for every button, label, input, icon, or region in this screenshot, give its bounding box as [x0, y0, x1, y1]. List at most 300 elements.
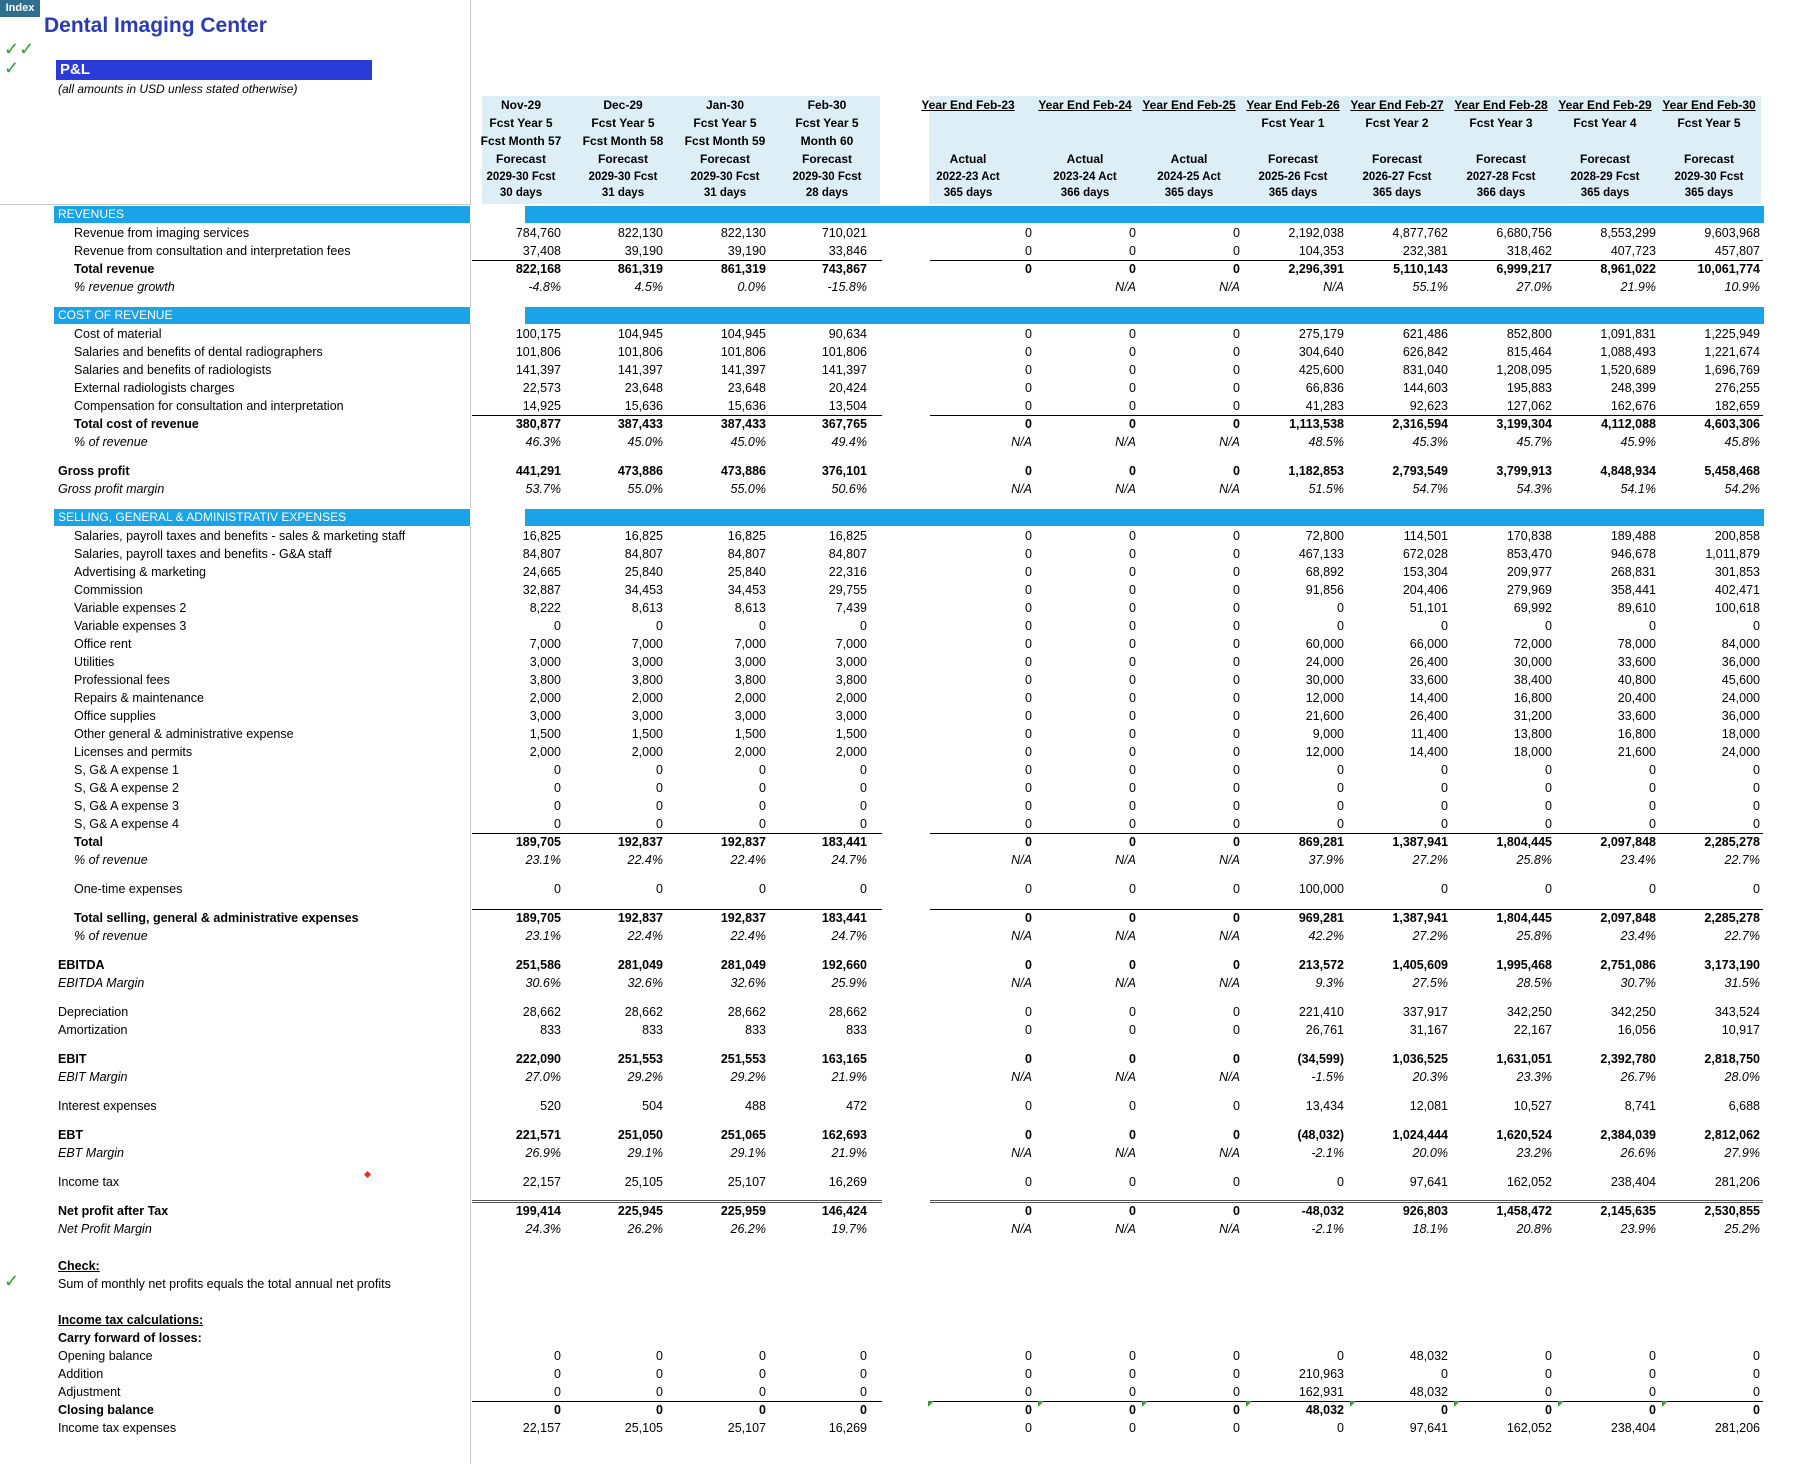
value-cell[interactable]: N/A	[1011, 976, 1032, 990]
value-cell[interactable]: 22.7%	[1724, 929, 1760, 943]
value-cell[interactable]: 1,024,444	[1392, 1128, 1448, 1142]
value-cell[interactable]: 24.7%	[831, 929, 867, 943]
value-cell[interactable]: 162,693	[821, 1128, 867, 1142]
value-cell[interactable]: 1,631,051	[1496, 1052, 1552, 1066]
value-cell[interactable]: 0	[1233, 565, 1240, 579]
value-cell[interactable]: 0	[1025, 1403, 1032, 1417]
value-cell[interactable]: 0	[1233, 345, 1240, 359]
value-cell[interactable]: 318,462	[1506, 244, 1552, 258]
value-cell[interactable]: 30.6%	[525, 976, 561, 990]
value-cell[interactable]: 100,000	[1298, 882, 1344, 896]
value-cell[interactable]: 13,800	[1513, 727, 1552, 741]
value-cell[interactable]: 0	[1441, 1403, 1448, 1417]
value-cell[interactable]: 0	[1233, 727, 1240, 741]
value-cell[interactable]: 2,000	[734, 745, 766, 759]
value-cell[interactable]: 238,404	[1610, 1175, 1656, 1189]
value-cell[interactable]: 0	[1233, 1367, 1240, 1381]
value-cell[interactable]: 472	[846, 1099, 867, 1113]
value-cell[interactable]: 48,032	[1409, 1349, 1448, 1363]
value-cell[interactable]: 0	[1025, 1349, 1032, 1363]
value-cell[interactable]: 1,011,879	[1705, 547, 1760, 561]
value-cell[interactable]: 0	[1025, 1023, 1032, 1037]
value-cell[interactable]: 0	[1129, 1204, 1136, 1218]
value-cell[interactable]: 4.5%	[634, 280, 663, 294]
value-cell[interactable]: 153,304	[1402, 565, 1448, 579]
value-cell[interactable]: N/A	[1011, 1222, 1032, 1236]
value-cell[interactable]: 8,553,299	[1600, 226, 1656, 240]
value-cell[interactable]: 3,000	[734, 709, 766, 723]
value-cell[interactable]: 90,634	[828, 327, 867, 341]
value-cell[interactable]: 30.7%	[1620, 976, 1656, 990]
value-cell[interactable]: 39,190	[624, 244, 663, 258]
value-cell[interactable]: 0	[1025, 226, 1032, 240]
value-cell[interactable]: 20,400	[1617, 691, 1656, 705]
value-cell[interactable]: 0	[554, 1349, 561, 1363]
value-cell[interactable]: N/A	[1011, 1070, 1032, 1084]
value-cell[interactable]: 0	[860, 619, 867, 633]
value-cell[interactable]: 27.0%	[1516, 280, 1552, 294]
value-cell[interactable]: 1,088,493	[1600, 345, 1656, 359]
value-cell[interactable]: 162,052	[1506, 1421, 1552, 1435]
value-cell[interactable]: 55.0%	[627, 482, 663, 496]
value-cell[interactable]: 0	[1025, 1175, 1032, 1189]
value-cell[interactable]: N/A	[1219, 1070, 1240, 1084]
value-cell[interactable]: 0	[1025, 619, 1032, 633]
value-cell[interactable]: 0	[1233, 835, 1240, 849]
value-cell[interactable]: 29.1%	[730, 1146, 766, 1160]
value-cell[interactable]: 29.2%	[627, 1070, 663, 1084]
value-cell[interactable]: 0	[759, 817, 766, 831]
value-cell[interactable]: 225,959	[720, 1204, 766, 1218]
value-cell[interactable]: 342,250	[1506, 1005, 1552, 1019]
value-cell[interactable]: 36,000	[1721, 709, 1760, 723]
value-cell[interactable]: 46.3%	[525, 435, 561, 449]
value-cell[interactable]: -2.1%	[1311, 1222, 1344, 1236]
value-cell[interactable]: 301,853	[1714, 565, 1760, 579]
value-cell[interactable]: 2,285,278	[1704, 835, 1760, 849]
value-cell[interactable]: 27.2%	[1412, 853, 1448, 867]
value-cell[interactable]: 26,761	[1305, 1023, 1344, 1037]
value-cell[interactable]: 0	[759, 763, 766, 777]
value-cell[interactable]: 72,800	[1305, 529, 1344, 543]
value-cell[interactable]: 2,097,848	[1600, 911, 1656, 925]
value-cell[interactable]: 26,400	[1409, 709, 1448, 723]
value-cell[interactable]: 16,825	[727, 529, 766, 543]
value-cell[interactable]: 232,381	[1402, 244, 1448, 258]
value-cell[interactable]: 251,586	[515, 958, 561, 972]
value-cell[interactable]: 22.7%	[1724, 853, 1760, 867]
value-cell[interactable]: 861,319	[617, 262, 663, 276]
value-cell[interactable]: 20,424	[828, 381, 867, 395]
value-cell[interactable]: 32,887	[522, 583, 561, 597]
value-cell[interactable]: 304,640	[1298, 345, 1344, 359]
value-cell[interactable]: 473,886	[617, 464, 663, 478]
value-cell[interactable]: 852,800	[1506, 327, 1552, 341]
value-cell[interactable]: 66,836	[1305, 381, 1344, 395]
value-cell[interactable]: 24,665	[522, 565, 561, 579]
value-cell[interactable]: 27.0%	[525, 1070, 561, 1084]
value-cell[interactable]: 22,316	[828, 565, 867, 579]
value-cell[interactable]: 14,925	[522, 399, 561, 413]
value-cell[interactable]: 100,618	[1714, 601, 1760, 615]
value-cell[interactable]: 3,000	[835, 709, 867, 723]
value-cell[interactable]: 0	[1337, 763, 1344, 777]
value-cell[interactable]: 0	[759, 619, 766, 633]
value-cell[interactable]: 101,806	[617, 345, 663, 359]
value-cell[interactable]: 162,931	[1298, 1385, 1344, 1399]
value-cell[interactable]: 8,613	[631, 601, 663, 615]
value-cell[interactable]: 183,441	[821, 835, 867, 849]
value-cell[interactable]: 0	[1129, 799, 1136, 813]
value-cell[interactable]: 162,676	[1610, 399, 1656, 413]
value-cell[interactable]: N/A	[1115, 482, 1136, 496]
value-cell[interactable]: 189,705	[515, 911, 561, 925]
value-cell[interactable]: 13,504	[828, 399, 867, 413]
value-cell[interactable]: 7,000	[734, 637, 766, 651]
value-cell[interactable]: 0	[656, 1403, 663, 1417]
value-cell[interactable]: 0	[1129, 529, 1136, 543]
value-cell[interactable]: 0	[1129, 1099, 1136, 1113]
value-cell[interactable]: 926,803	[1402, 1204, 1448, 1218]
value-cell[interactable]: 21.9%	[1620, 280, 1656, 294]
value-cell[interactable]: -1.5%	[1311, 1070, 1344, 1084]
value-cell[interactable]: 0	[554, 619, 561, 633]
value-cell[interactable]: 1,520,689	[1600, 363, 1656, 377]
value-cell[interactable]: 141,397	[515, 363, 561, 377]
value-cell[interactable]: 0	[1233, 817, 1240, 831]
value-cell[interactable]: 0	[1753, 781, 1760, 795]
value-cell[interactable]: 0	[1129, 655, 1136, 669]
value-cell[interactable]: 784,760	[515, 226, 561, 240]
value-cell[interactable]: 22,167	[1513, 1023, 1552, 1037]
value-cell[interactable]: 3,000	[734, 655, 766, 669]
value-cell[interactable]: 488	[745, 1099, 766, 1113]
value-cell[interactable]: 342,250	[1610, 1005, 1656, 1019]
value-cell[interactable]: 22.4%	[730, 853, 766, 867]
value-cell[interactable]: 0	[1129, 327, 1136, 341]
value-cell[interactable]: 20.3%	[1412, 1070, 1448, 1084]
value-cell[interactable]: 101,806	[821, 345, 867, 359]
value-cell[interactable]: 0	[1129, 763, 1136, 777]
value-cell[interactable]: 34,453	[727, 583, 766, 597]
value-cell[interactable]: 4,112,088	[1601, 417, 1656, 431]
value-cell[interactable]: 0	[1129, 817, 1136, 831]
value-cell[interactable]: 0	[1233, 1403, 1240, 1417]
value-cell[interactable]: 7,000	[529, 637, 561, 651]
value-cell[interactable]: 45.0%	[627, 435, 663, 449]
value-cell[interactable]: 672,028	[1402, 547, 1448, 561]
value-cell[interactable]: 0	[1545, 882, 1552, 896]
value-cell[interactable]: 200,858	[1714, 529, 1760, 543]
value-cell[interactable]: 0	[1233, 1128, 1240, 1142]
value-cell[interactable]: 19.7%	[831, 1222, 867, 1236]
value-cell[interactable]: 0	[1545, 1385, 1552, 1399]
value-cell[interactable]: 0	[1025, 1005, 1032, 1019]
value-cell[interactable]: 146,424	[821, 1204, 867, 1218]
value-cell[interactable]: 0	[1025, 583, 1032, 597]
value-cell[interactable]: 833	[846, 1023, 867, 1037]
value-cell[interactable]: 11,400	[1410, 727, 1448, 741]
value-cell[interactable]: 8,961,022	[1600, 262, 1656, 276]
value-cell[interactable]: N/A	[1219, 1146, 1240, 1160]
value-cell[interactable]: 0	[1233, 1175, 1240, 1189]
value-cell[interactable]: 0	[1129, 601, 1136, 615]
value-cell[interactable]: 0	[860, 1403, 867, 1417]
value-cell[interactable]: 21,600	[1305, 709, 1344, 723]
value-cell[interactable]: 0	[1337, 817, 1344, 831]
value-cell[interactable]: 0	[1337, 1421, 1344, 1435]
value-cell[interactable]: 0	[1129, 1403, 1136, 1417]
value-cell[interactable]: 0	[554, 1385, 561, 1399]
value-cell[interactable]: 457,807	[1714, 244, 1760, 258]
value-cell[interactable]: 0	[1129, 583, 1136, 597]
value-cell[interactable]: 3,799,913	[1496, 464, 1552, 478]
value-cell[interactable]: 7,439	[835, 601, 867, 615]
value-cell[interactable]: 1,995,468	[1496, 958, 1552, 972]
value-cell[interactable]: 54.2%	[1724, 482, 1760, 496]
value-cell[interactable]: 45.8%	[1724, 435, 1760, 449]
value-cell[interactable]: 0	[1441, 799, 1448, 813]
value-cell[interactable]: 407,723	[1610, 244, 1656, 258]
value-cell[interactable]: 504	[642, 1099, 663, 1113]
value-cell[interactable]: 251,050	[617, 1128, 663, 1142]
value-cell[interactable]: 0	[1233, 464, 1240, 478]
value-cell[interactable]: 0	[1233, 911, 1240, 925]
value-cell[interactable]: 467,133	[1298, 547, 1344, 561]
value-cell[interactable]: 0	[1129, 244, 1136, 258]
value-cell[interactable]: 27.2%	[1412, 929, 1448, 943]
value-cell[interactable]: 8,222	[529, 601, 561, 615]
value-cell[interactable]: 25,107	[727, 1421, 766, 1435]
value-cell[interactable]: 3,800	[529, 673, 561, 687]
value-cell[interactable]: 0	[1337, 1175, 1344, 1189]
value-cell[interactable]: N/A	[1011, 929, 1032, 943]
value-cell[interactable]: 0	[1233, 1421, 1240, 1435]
value-cell[interactable]: 195,883	[1506, 381, 1552, 395]
value-cell[interactable]: 2,192,038	[1288, 226, 1344, 240]
value-cell[interactable]: 0	[656, 1349, 663, 1363]
value-cell[interactable]: 0	[1649, 817, 1656, 831]
value-cell[interactable]: 33,600	[1409, 673, 1448, 687]
value-cell[interactable]: 7,000	[835, 637, 867, 651]
value-cell[interactable]: 23.1%	[525, 853, 561, 867]
value-cell[interactable]: 0	[1025, 565, 1032, 579]
value-cell[interactable]: 1,036,525	[1392, 1052, 1448, 1066]
value-cell[interactable]: 0	[1233, 1005, 1240, 1019]
value-cell[interactable]: 0	[1233, 958, 1240, 972]
value-cell[interactable]: 2,000	[734, 691, 766, 705]
value-cell[interactable]: 170,838	[1506, 529, 1552, 543]
value-cell[interactable]: 50.6%	[831, 482, 867, 496]
value-cell[interactable]: 0	[1649, 1403, 1656, 1417]
value-cell[interactable]: 38,400	[1513, 673, 1552, 687]
value-cell[interactable]: N/A	[1219, 482, 1240, 496]
value-cell[interactable]: 0	[1025, 399, 1032, 413]
value-cell[interactable]: 5,110,143	[1393, 262, 1448, 276]
value-cell[interactable]: 101,806	[720, 345, 766, 359]
value-cell[interactable]: 0	[1025, 817, 1032, 831]
value-cell[interactable]: 27.9%	[1724, 1146, 1760, 1160]
value-cell[interactable]: 0	[1129, 882, 1136, 896]
value-cell[interactable]: 853,470	[1506, 547, 1552, 561]
value-cell[interactable]: 0	[1441, 781, 1448, 795]
value-cell[interactable]: 2,818,750	[1704, 1052, 1760, 1066]
value-cell[interactable]: 162,052	[1506, 1175, 1552, 1189]
value-cell[interactable]: 104,945	[617, 327, 663, 341]
value-cell[interactable]: 84,807	[727, 547, 766, 561]
value-cell[interactable]: -15.8%	[827, 280, 867, 294]
value-cell[interactable]: 49.4%	[831, 435, 867, 449]
value-cell[interactable]: 25,105	[624, 1175, 663, 1189]
value-cell[interactable]: 0	[1129, 835, 1136, 849]
value-cell[interactable]: 189,488	[1610, 529, 1656, 543]
value-cell[interactable]: 0	[860, 781, 867, 795]
value-cell[interactable]: 869,281	[1298, 835, 1344, 849]
value-cell[interactable]: 1,225,949	[1704, 327, 1760, 341]
value-cell[interactable]: 0	[1025, 547, 1032, 561]
value-cell[interactable]: 3,800	[734, 673, 766, 687]
value-cell[interactable]: 10,917	[1721, 1023, 1760, 1037]
value-cell[interactable]: 0	[1753, 1349, 1760, 1363]
value-cell[interactable]: 473,886	[720, 464, 766, 478]
value-cell[interactable]: 66,000	[1409, 637, 1448, 651]
value-cell[interactable]: N/A	[1219, 976, 1240, 990]
value-cell[interactable]: 0	[656, 781, 663, 795]
value-cell[interactable]: 2,285,278	[1704, 911, 1760, 925]
value-cell[interactable]: N/A	[1011, 435, 1032, 449]
value-cell[interactable]: 22.4%	[627, 853, 663, 867]
value-cell[interactable]: 0	[1129, 781, 1136, 795]
value-cell[interactable]: 0	[1025, 1385, 1032, 1399]
value-cell[interactable]: 23.4%	[1620, 853, 1656, 867]
value-cell[interactable]: 221,571	[515, 1128, 561, 1142]
value-cell[interactable]: 0	[1545, 1367, 1552, 1381]
value-cell[interactable]: 16,269	[828, 1421, 867, 1435]
value-cell[interactable]: 9.3%	[1315, 976, 1344, 990]
value-cell[interactable]: 183,441	[821, 911, 867, 925]
value-cell[interactable]: 0	[1129, 745, 1136, 759]
value-cell[interactable]: 0	[1129, 1128, 1136, 1142]
value-cell[interactable]: 199,414	[515, 1204, 561, 1218]
value-cell[interactable]: 0	[1129, 226, 1136, 240]
value-cell[interactable]: 6,999,217	[1496, 262, 1552, 276]
value-cell[interactable]: 189,705	[515, 835, 561, 849]
value-cell[interactable]: 23.4%	[1620, 929, 1656, 943]
value-cell[interactable]: 0	[1129, 637, 1136, 651]
value-cell[interactable]: 0	[1025, 745, 1032, 759]
value-cell[interactable]: 0	[1753, 1367, 1760, 1381]
value-cell[interactable]: 18.1%	[1412, 1222, 1448, 1236]
value-cell[interactable]: 4,848,934	[1600, 464, 1656, 478]
value-cell[interactable]: 29.1%	[627, 1146, 663, 1160]
value-cell[interactable]: 0	[1233, 529, 1240, 543]
value-cell[interactable]: 2,530,855	[1704, 1204, 1760, 1218]
value-cell[interactable]: 1,696,769	[1704, 363, 1760, 377]
value-cell[interactable]: 0	[554, 817, 561, 831]
value-cell[interactable]: 2,000	[631, 745, 663, 759]
value-cell[interactable]: 0	[1753, 799, 1760, 813]
value-cell[interactable]: N/A	[1115, 1146, 1136, 1160]
value-cell[interactable]: 4,603,306	[1704, 417, 1760, 431]
value-cell[interactable]: 0	[1337, 781, 1344, 795]
value-cell[interactable]: 213,572	[1298, 958, 1344, 972]
value-cell[interactable]: 26.6%	[1620, 1146, 1656, 1160]
value-cell[interactable]: N/A	[1115, 280, 1136, 294]
value-cell[interactable]: 91,856	[1305, 583, 1344, 597]
value-cell[interactable]: 0	[1233, 1099, 1240, 1113]
value-cell[interactable]: -2.1%	[1311, 1146, 1344, 1160]
value-cell[interactable]: 0	[1233, 363, 1240, 377]
value-cell[interactable]: 0	[1025, 835, 1032, 849]
value-cell[interactable]: 9,603,968	[1704, 226, 1760, 240]
value-cell[interactable]: 5,458,468	[1704, 464, 1760, 478]
value-cell[interactable]: 25,840	[624, 565, 663, 579]
value-cell[interactable]: 100,175	[515, 327, 561, 341]
value-cell[interactable]: 84,807	[624, 547, 663, 561]
value-cell[interactable]: 1,804,445	[1496, 835, 1552, 849]
value-cell[interactable]: 23.3%	[1516, 1070, 1552, 1084]
value-cell[interactable]: 0	[554, 799, 561, 813]
value-cell[interactable]: 0	[1025, 911, 1032, 925]
value-cell[interactable]: 0	[1025, 1099, 1032, 1113]
value-cell[interactable]: 54.3%	[1516, 482, 1552, 496]
value-cell[interactable]: 0	[1233, 583, 1240, 597]
value-cell[interactable]: 376,101	[821, 464, 867, 478]
value-cell[interactable]: 1,500	[734, 727, 766, 741]
value-cell[interactable]: 0	[759, 1349, 766, 1363]
value-cell[interactable]: 3,000	[631, 655, 663, 669]
value-cell[interactable]: 30,000	[1305, 673, 1344, 687]
value-cell[interactable]: 0.0%	[737, 280, 766, 294]
value-cell[interactable]: 0	[1129, 1421, 1136, 1435]
value-cell[interactable]: N/A	[1011, 853, 1032, 867]
value-cell[interactable]: 0	[1545, 1349, 1552, 1363]
value-cell[interactable]: 822,130	[720, 226, 766, 240]
value-cell[interactable]: 1,182,853	[1288, 464, 1344, 478]
value-cell[interactable]: 45.9%	[1620, 435, 1656, 449]
value-cell[interactable]: 34,453	[624, 583, 663, 597]
value-cell[interactable]: 0	[1545, 781, 1552, 795]
value-cell[interactable]: 0	[1233, 745, 1240, 759]
value-cell[interactable]: 0	[1545, 619, 1552, 633]
value-cell[interactable]: 24,000	[1305, 655, 1344, 669]
value-cell[interactable]: 2,392,780	[1600, 1052, 1656, 1066]
value-cell[interactable]: 251,065	[720, 1128, 766, 1142]
value-cell[interactable]: 0	[1129, 673, 1136, 687]
value-cell[interactable]: 0	[1649, 781, 1656, 795]
value-cell[interactable]: 3,800	[631, 673, 663, 687]
value-cell[interactable]: 0	[1337, 799, 1344, 813]
value-cell[interactable]: 0	[1233, 763, 1240, 777]
value-cell[interactable]: 10.9%	[1724, 280, 1760, 294]
value-cell[interactable]: 1,208,095	[1496, 363, 1552, 377]
value-cell[interactable]: 23,648	[727, 381, 766, 395]
value-cell[interactable]: 0	[759, 781, 766, 795]
value-cell[interactable]: 23.9%	[1620, 1222, 1656, 1236]
value-cell[interactable]: 31,167	[1409, 1023, 1448, 1037]
value-cell[interactable]: 861,319	[720, 262, 766, 276]
value-cell[interactable]: 0	[1129, 1023, 1136, 1037]
value-cell[interactable]: 16,269	[828, 1175, 867, 1189]
value-cell[interactable]: 0	[554, 763, 561, 777]
value-cell[interactable]: 0	[1129, 709, 1136, 723]
value-cell[interactable]: 0	[1233, 799, 1240, 813]
value-cell[interactable]: 0	[1025, 1421, 1032, 1435]
value-cell[interactable]: 441,291	[515, 464, 561, 478]
value-cell[interactable]: 22.4%	[730, 929, 766, 943]
value-cell[interactable]: 12,000	[1305, 745, 1344, 759]
value-cell[interactable]: 520	[540, 1099, 561, 1113]
